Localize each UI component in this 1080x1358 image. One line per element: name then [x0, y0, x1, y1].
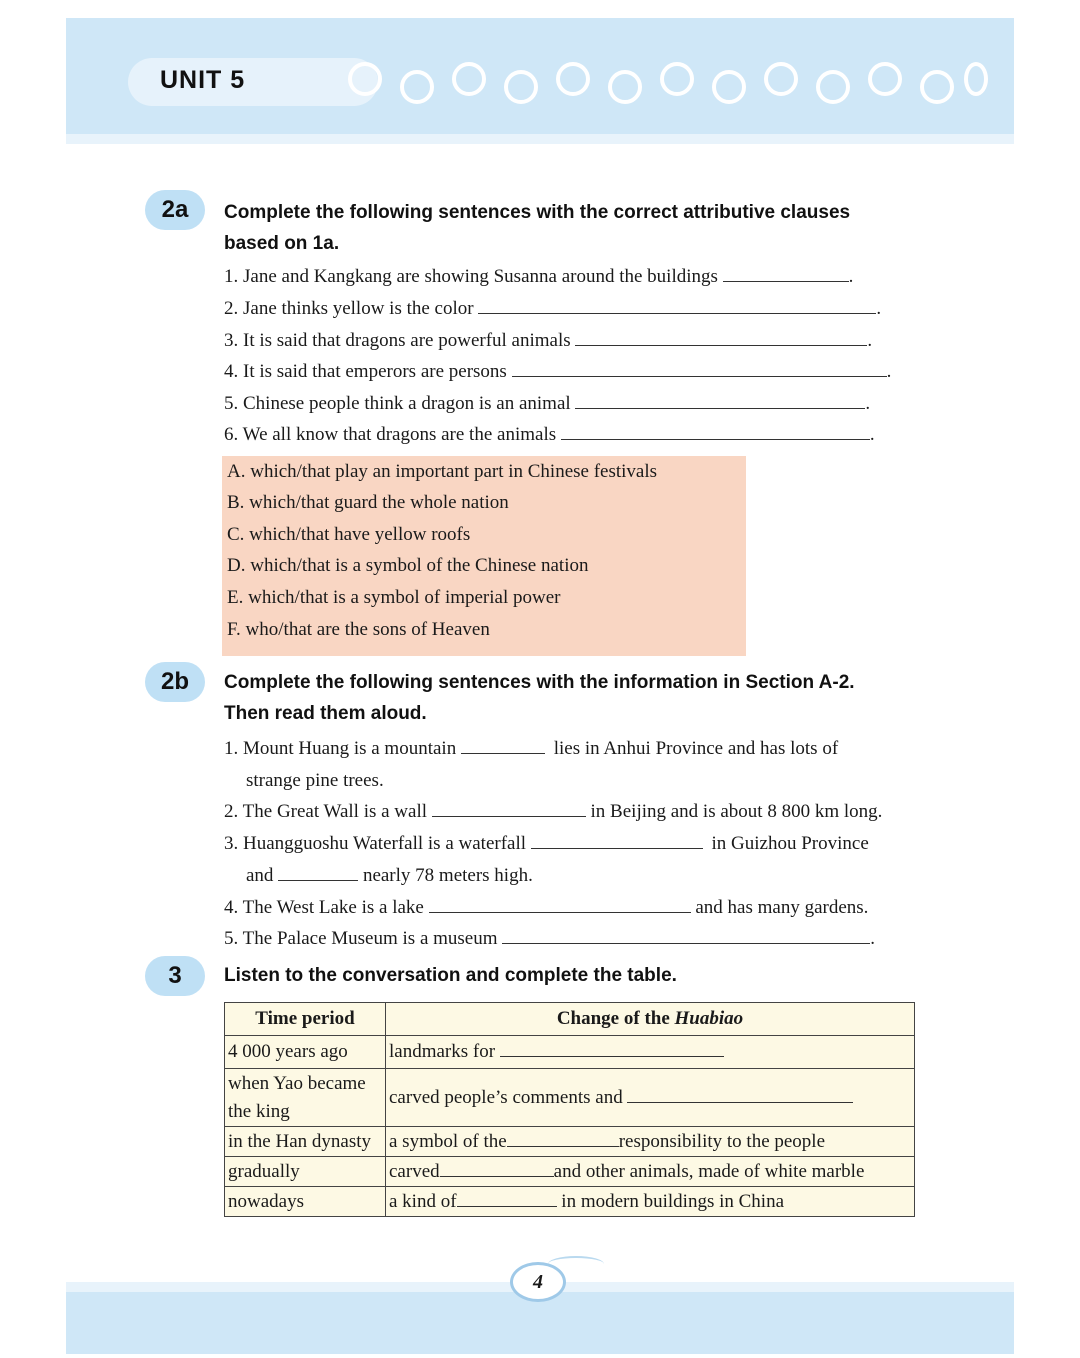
sentence-text: 1. Mount Huang is a mountain: [224, 738, 457, 759]
end-mark: .: [870, 928, 876, 949]
time-cell: nowadays: [225, 1187, 386, 1217]
sentence-text: 3. It is said that dragons are powerful animals: [224, 330, 571, 351]
table-row: [225, 1069, 915, 1127]
sentence-2a-2: [224, 298, 881, 320]
ring-icon: [920, 70, 954, 104]
change-text: a symbol of the: [389, 1130, 507, 1152]
change-cell: [386, 1127, 915, 1157]
answer-blank[interactable]: [723, 267, 849, 282]
end-mark: .: [865, 393, 871, 414]
sentence-text: 3. Huangguoshu Waterfall is a waterfall: [224, 833, 527, 854]
answer-blank[interactable]: [278, 866, 358, 881]
page-number: 4: [510, 1262, 566, 1302]
section-2a-instruction-line-2: based on 1a.: [224, 233, 340, 254]
time-cell: [225, 1069, 386, 1127]
answer-blank[interactable]: [429, 898, 691, 913]
time-cell: in the Han dynasty: [225, 1127, 386, 1157]
answer-choices-box: [222, 456, 746, 656]
answer-blank[interactable]: [500, 1042, 724, 1057]
choice-f: F. who/that are the sons of Heaven: [227, 619, 490, 640]
sentence-text: 4. It is said that emperors are persons: [224, 361, 507, 382]
section-3-instruction: Listen to the conversation and complete the table.: [224, 965, 677, 986]
answer-blank[interactable]: [627, 1088, 853, 1103]
sentence-2b-3-continued: [246, 865, 533, 887]
column-header-change-italic: Huabiao: [674, 1008, 744, 1029]
change-text: a kind of: [389, 1190, 457, 1212]
answer-blank[interactable]: [478, 299, 876, 314]
change-cell: [386, 1157, 915, 1187]
change-text: carved people’s comments and: [389, 1086, 623, 1108]
change-cell: [386, 1036, 915, 1069]
table-row: [225, 1157, 915, 1187]
answer-blank[interactable]: [575, 331, 867, 346]
table-header-row: [225, 1003, 915, 1036]
change-text: and other animals, made of white marble: [553, 1160, 865, 1182]
choice-a: A. which/that play an important part in Chinese festivals: [227, 461, 658, 482]
choice-c: C. which/that have yellow roofs: [227, 524, 471, 545]
ring-icon: [712, 70, 746, 104]
table-row: [225, 1127, 915, 1157]
change-cell: [386, 1069, 915, 1127]
section-2a-instruction-line-1: Complete the following sentences with the correct attributive clauses: [224, 202, 851, 223]
answer-blank[interactable]: [432, 802, 586, 817]
sentence-2b-3: [224, 833, 869, 855]
answer-blank[interactable]: [531, 834, 703, 849]
sentence-text: 6. We all know that dragons are the animals: [224, 424, 557, 445]
section-2b-instruction-line-2: Then read them aloud.: [224, 703, 427, 724]
end-mark: .: [869, 424, 875, 445]
change-text: carved: [389, 1160, 440, 1182]
sentence-2a-3: [224, 330, 872, 352]
time-cell: 4 000 years ago: [225, 1036, 386, 1069]
answer-blank[interactable]: [507, 1132, 619, 1147]
ring-icon: [348, 62, 382, 96]
ring-icon: [504, 70, 538, 104]
time-cell: gradually: [225, 1157, 386, 1187]
choice-d: D. which/that is a symbol of the Chinese nation: [227, 555, 589, 576]
end-mark: .: [886, 361, 892, 382]
choice-e: E. which/that is a symbol of imperial power: [227, 587, 561, 608]
sentence-2b-4: [224, 897, 868, 919]
section-3-badge: 3: [145, 956, 205, 996]
sentence-text: lies in Anhui Province and has lots of: [553, 738, 839, 759]
sentence-2b-2: [224, 801, 882, 823]
sentence-2b-1: [224, 738, 838, 760]
answer-blank[interactable]: [461, 739, 545, 754]
column-header-time: Time period: [225, 1003, 386, 1036]
answer-blank[interactable]: [561, 425, 870, 440]
answer-blank[interactable]: [502, 929, 870, 944]
ring-icon: [608, 70, 642, 104]
ring-icon: [660, 62, 694, 96]
sentence-text: 5. The Palace Museum is a museum: [224, 928, 498, 949]
sentence-text: 4. The West Lake is a lake: [224, 897, 424, 918]
ring-icon: [868, 62, 902, 96]
sentence-2a-1: [224, 266, 853, 288]
sentence-text: and: [246, 865, 274, 886]
page-header-band: [66, 18, 1014, 144]
sentence-2b-5: [224, 928, 875, 950]
change-cell: [386, 1187, 915, 1217]
end-mark: .: [876, 298, 882, 319]
change-text: responsibility to the people: [618, 1130, 826, 1152]
sentence-text: in Beijing and is about 8 800 km long.: [590, 801, 883, 822]
sentence-text: 2. The Great Wall is a wall: [224, 801, 428, 822]
answer-blank[interactable]: [575, 394, 865, 409]
choice-b: B. which/that guard the whole nation: [227, 492, 509, 513]
answer-blank[interactable]: [512, 362, 887, 377]
section-2b-instruction-line-1: Complete the following sentences with the information in Section A-2.: [224, 672, 855, 693]
sentence-text: and has many gardens.: [695, 897, 869, 918]
time-text-line-1: when Yao became: [228, 1072, 366, 1094]
time-text-line-2: the king: [228, 1100, 290, 1122]
end-mark: .: [848, 266, 854, 287]
ring-icon: [452, 62, 486, 96]
column-header-change: [386, 1003, 915, 1036]
change-text: landmarks for: [389, 1041, 496, 1062]
answer-blank[interactable]: [457, 1192, 557, 1207]
unit-title: UNIT 5: [160, 66, 246, 94]
sentence-text: 1. Jane and Kangkang are showing Susanna around the buildings: [224, 266, 718, 287]
sentence-2b-1-continued: strange pine trees.: [246, 770, 384, 791]
ring-icon: [556, 62, 590, 96]
sentence-text: in Guizhou Province: [711, 833, 869, 854]
change-text: in modern buildings in China: [561, 1190, 785, 1212]
ring-icon: [964, 62, 988, 96]
table-row: [225, 1187, 915, 1217]
sentence-2a-6: [224, 424, 875, 446]
answer-blank[interactable]: [440, 1162, 554, 1177]
sentence-text: 2. Jane thinks yellow is the color: [224, 298, 474, 319]
ring-icon: [816, 70, 850, 104]
sentence-2a-4: [224, 361, 891, 383]
huabiao-change-table: [224, 1002, 915, 1217]
table-row: [225, 1036, 915, 1069]
ring-icon: [764, 62, 798, 96]
end-mark: .: [867, 330, 873, 351]
sentence-2a-5: [224, 393, 870, 415]
column-header-change-text: Change of the: [556, 1008, 675, 1029]
ring-icon: [400, 70, 434, 104]
section-2b-badge: 2b: [145, 662, 205, 702]
section-2a-badge: 2a: [145, 190, 205, 230]
sentence-text: 5. Chinese people think a dragon is an animal: [224, 393, 571, 414]
sentence-text: nearly 78 meters high.: [362, 865, 533, 886]
